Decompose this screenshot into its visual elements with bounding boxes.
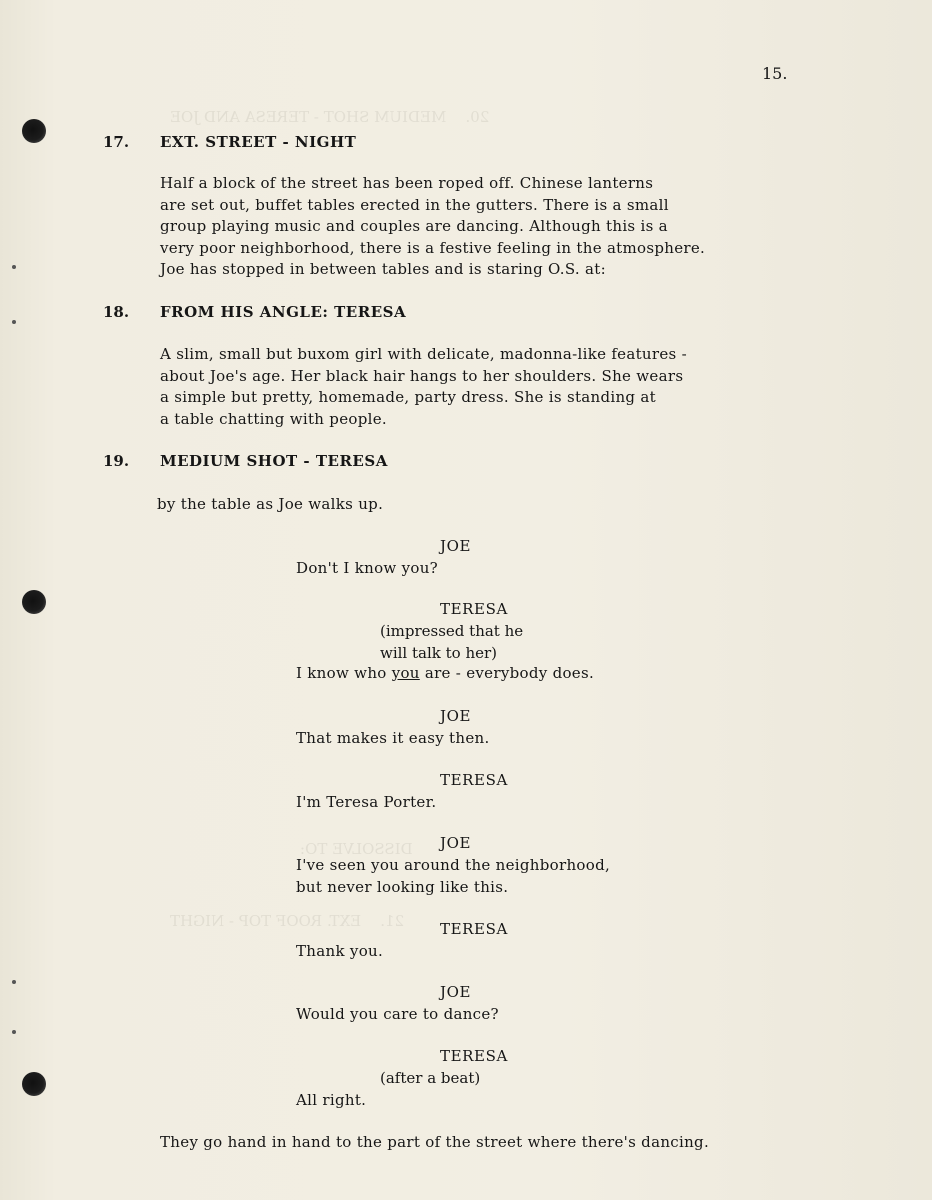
bleed-through-text: 21. EXT. ROOF TOP - NIGHT [170,912,405,930]
parenthetical-line: (impressed that he [380,622,524,640]
bleed-through-text: DISSOLVE TO: [300,840,413,858]
action-line: about Joe's age. Her black hair hangs to her shoulders. She wears [160,366,684,385]
action-line: a table chatting with people. [160,409,387,428]
dialogue-line: Don't I know you? [296,559,439,577]
parenthetical-line: will talk to her) [380,643,498,662]
page-number: 15. [762,64,788,83]
binder-hole [22,119,46,143]
action-line: group playing music and couples are dancing. Although this is a [160,217,668,235]
dialogue-line: I've seen you around the neighborhood, [296,856,611,874]
dialogue-line: Thank you. [296,942,384,960]
dialogue-line: but never looking like this. [296,877,509,896]
action-block [160,173,705,281]
binder-hole [22,590,46,614]
dialogue-text: I know who [296,664,392,682]
closing-action-line: They go hand in hand to the part of the street where there's dancing. [160,1133,710,1151]
action-line: are set out, buffet tables erected in the gutters. There is a small [160,195,669,214]
bleed-through-text: 20. MEDIUM SHOT - TERESA AND JOE [170,108,490,126]
scene-heading: MEDIUM SHOT - TERESA [160,452,388,470]
paper-speck [12,980,16,984]
dialogue-line: I'm Teresa Porter. [296,793,437,811]
dialogue-line: All right. [296,1091,367,1109]
parenthetical: (after a beat) [380,1069,481,1087]
scene-number: 17. [103,133,130,151]
character-name: JOE [440,537,472,555]
action-line: a simple but pretty, homemade, party dress. She is standing at [160,388,656,406]
paper-speck [12,265,16,269]
underlined-word: you [391,664,420,682]
character-name: TERESA [440,1047,508,1065]
action-line: A slim, small but buxom girl with delicate, madonna-like features - [160,345,687,363]
character-name: TERESA [440,771,508,789]
paper-speck [12,1030,16,1034]
scene-heading: EXT. STREET - NIGHT [160,133,357,151]
parenthetical [380,621,523,664]
character-name: JOE [440,834,472,852]
dialogue-text: are - everybody does. [419,664,595,682]
action-line: Half a block of the street has been roped off. Chinese lanterns [160,174,654,192]
dialogue-block [296,855,610,898]
action-line: Joe has stopped in between tables and is staring O.S. at: [160,260,606,278]
action-block [160,344,687,430]
binder-hole [22,1072,46,1096]
character-name: JOE [440,707,472,725]
character-name: JOE [440,983,472,1001]
paper-speck [12,320,16,324]
scene-heading: FROM HIS ANGLE: TERESA [160,303,407,321]
dialogue-line: That makes it easy then. [296,729,490,747]
scene-number: 18. [103,303,130,321]
character-name: TERESA [440,920,508,938]
dialogue-line [296,663,594,685]
action-line: by the table as Joe walks up. [157,495,384,513]
character-name: TERESA [440,600,508,618]
action-line: very poor neighborhood, there is a festive feeling in the atmosphere. [160,238,706,257]
scene-number: 19. [103,452,130,470]
dialogue-line: Would you care to dance? [296,1005,499,1023]
